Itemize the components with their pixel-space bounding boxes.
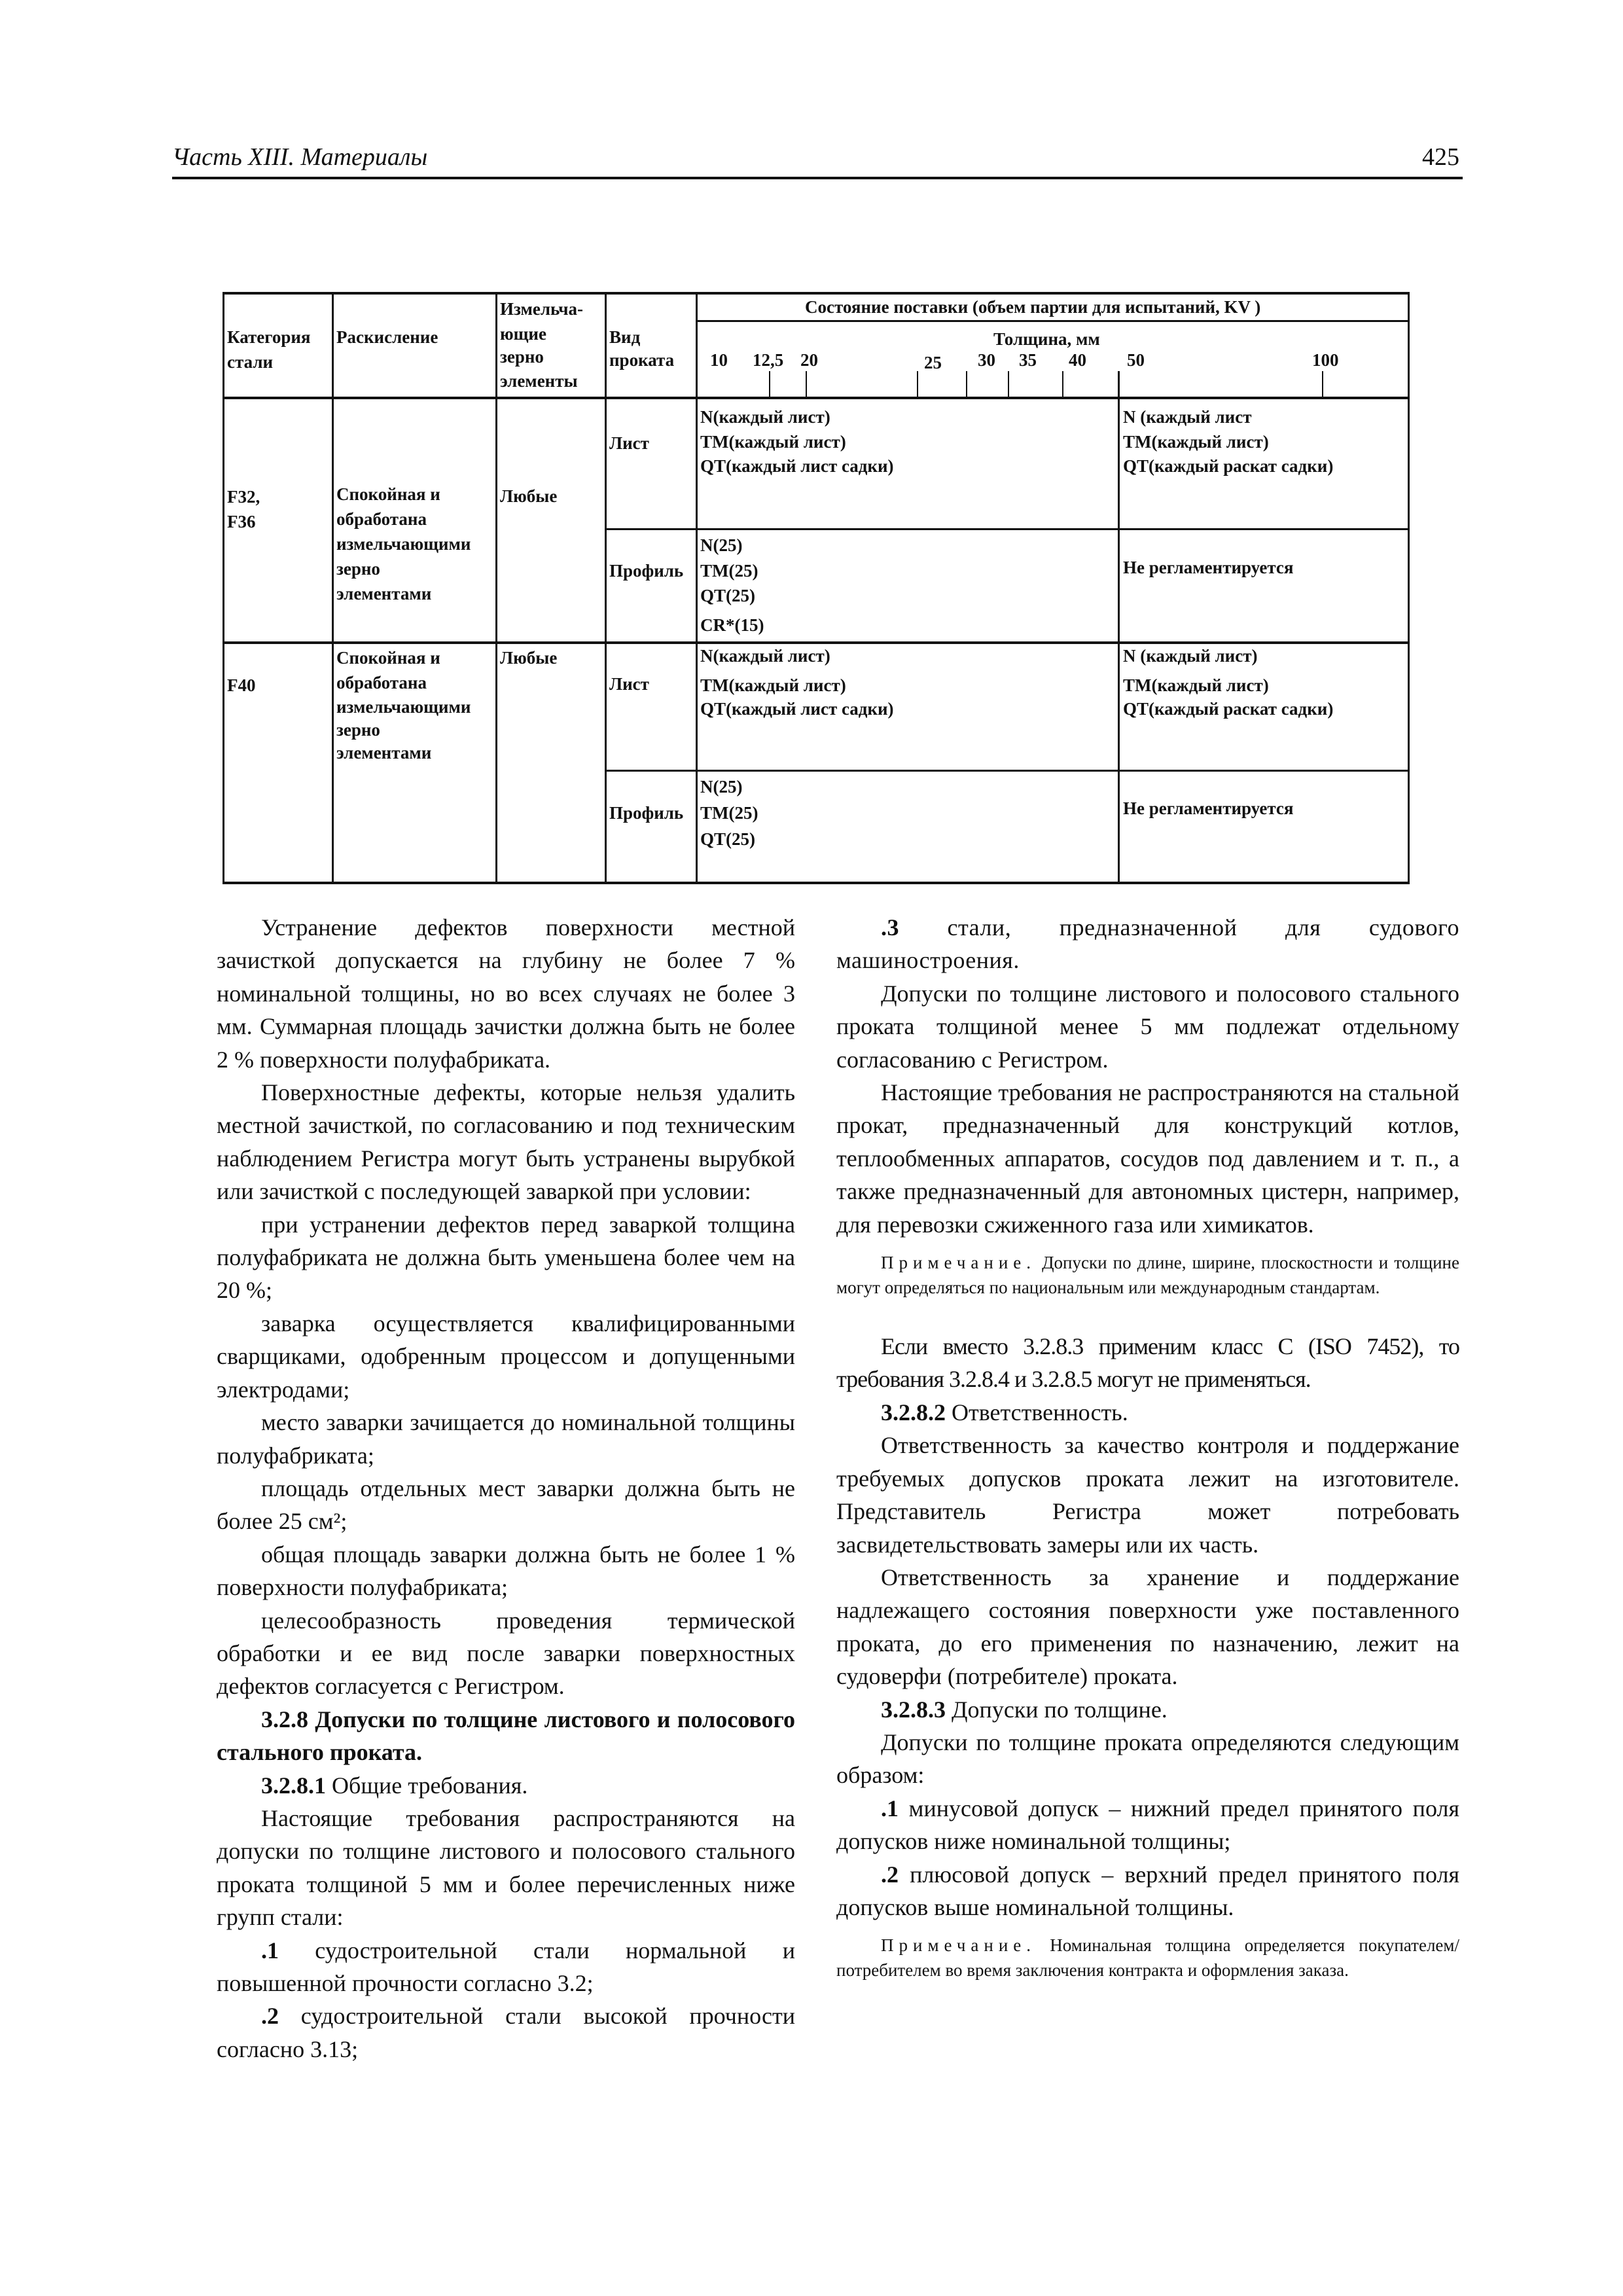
list-item: заварка осуществляется квалифицированными сварщиками, одобренным процессом и допущенными электродами; [217,1310,795,1403]
list-item: место заварки зачищается до номинальной толщины полуфабриката; [217,1409,795,1469]
cell-grain: Любые [500,486,558,506]
cell-sheet-right: QT(каждый раскат садки) [1123,699,1334,719]
scale-label: 50 [1127,350,1145,370]
table-col-line [495,292,497,884]
cell-profile-left: TM(25) [700,561,758,581]
scale-label: 100 [1312,350,1339,370]
cell-deoxidation: измельчающими [336,534,471,554]
header-grain: элементы [500,371,578,391]
table-border-right [1408,292,1410,884]
cell-deoxidation: Спокойная и [336,648,440,668]
list-item [836,1792,1459,1858]
cell-deoxidation: Спокойная и [336,484,440,504]
note-label: Примечание. [881,1935,1037,1956]
paragraph: Допуски по толщине проката определяются следующим образом: [836,1729,1459,1789]
scale-tick [1062,371,1063,397]
cell-product-profile: Профиль [609,803,684,823]
cell-profile-left: N(25) [700,535,743,555]
paragraph: Настоящие требования не распространяются на стальной прокат, предназначенный для конструкций котлов, теплообменных аппаратов, сосудов под давлением и т. п., а также предназначенный для автономных цистерн, например, для перевозки сжиженного газа или химикатов. [836,1079,1459,1238]
cell-grain: Любые [500,648,558,668]
cell-product-sheet: Лист [609,674,649,694]
scale-tick [917,371,918,397]
header-thickness: Толщина, мм [993,329,1100,349]
list-item [217,1934,795,2000]
paragraph: Поверхностные дефекты, которые нельзя удалить местной зачисткой, по согласованию и под техническим наблюдением Регистра могут быть устранены вырубкой или зачисткой с последующей заваркой при условии: [217,1079,795,1205]
cell-profile-left: QT(25) [700,586,755,605]
cell-sheet-left: TM(каждый лист) [700,675,846,695]
section-number: 3.2.8.1 [261,1772,326,1799]
cell-deoxidation: элементами [336,584,432,603]
list-text: стали, предназначенной для судового машиностроения. [836,914,1459,974]
cell-deoxidation: обработана [336,673,427,692]
cell-sheet-right: QT(каждый раскат садки) [1123,456,1334,476]
list-item: целесообразность проведения термической обработки и ее вид после заварки поверхностных дефектов согласуется с Регистром. [217,1607,795,1700]
section-number: 3.2.8.3 [881,1696,946,1723]
cell-deoxidation: обработана [336,509,427,529]
subsection-title: Допуски по толщине. [946,1696,1168,1723]
subsection-heading [836,1396,1459,1429]
scale-tick [806,371,807,397]
page-number: 425 [1422,143,1459,171]
header-grain: зерно [500,347,544,367]
cell-profile-right: Не регламентируется [1123,798,1294,818]
list-text: судостроительной стали высокой прочности согласно 3.13; [217,2003,795,2062]
cell-profile-right: Не регламентируется [1123,558,1294,577]
subsection-title: Ответственность. [946,1399,1128,1426]
cell-sheet-left: N(каждый лист) [700,407,830,427]
header-product: проката [609,350,675,370]
list-number: .2 [881,1861,899,1888]
cell-sheet-left: QT(каждый лист садки) [700,699,894,719]
scale-label: 10 [710,350,728,370]
scale-label: 30 [978,350,995,370]
header-rule [172,177,1463,179]
cell-sheet-left: QT(каждый лист садки) [700,456,894,476]
header-category: Категория [227,327,311,347]
scale-label: 20 [800,350,818,370]
note-text: Допуски по длине, ширине, плоскостности и толщине могут определяться по национальным или международным стандартам. [836,1253,1459,1298]
running-header-title: Часть XIII. Материалы [172,143,428,171]
cell-sheet-left: N(каждый лист) [700,646,830,666]
subsection-heading [217,1769,795,1802]
cell-sheet-right: N (каждый лист) [1123,646,1258,666]
cell-product-sheet: Лист [609,433,649,453]
table-col-line [1118,371,1120,884]
table-row-line [223,397,1410,399]
table-col-line [696,292,698,884]
cell-sheet-right: TM(каждый лист) [1123,675,1269,695]
scale-label: 35 [1019,350,1037,370]
list-item: общая площадь заварки должна быть не более 1 % поверхности полуфабриката; [217,1541,795,1601]
cell-profile-left: QT(25) [700,829,755,849]
table-border-top [223,292,1410,295]
cell-product-profile: Профиль [609,561,684,581]
section-heading [217,1703,795,1769]
table-border-bottom [223,882,1410,884]
scale-label: 25 [924,353,942,372]
cell-sheet-right: N (каждый лист [1123,407,1252,427]
paragraph: Устранение дефектов поверхности местной зачисткой допускается на глубину не более 7 % номинальной толщины, но во всех случаях не более 3 мм. Суммарная площадь зачистки должна быть не более 2 % поверхности полуфабриката. [217,914,795,1073]
cell-category: F40 [227,675,256,695]
list-item [217,2000,795,2066]
scale-tick [966,371,967,397]
scale-tick [1008,371,1009,397]
note [836,1933,1459,1982]
list-item [836,1858,1459,1924]
header-deoxidation: Раскисление [336,327,438,347]
cell-profile-left: TM(25) [700,803,758,823]
cell-deoxidation: зерно [336,559,380,579]
list-text: минусовой допуск – нижний предел принятого поля допусков ниже номинальной толщины; [836,1795,1459,1855]
table-row-line [696,320,1410,322]
note-label: Примечание. [881,1253,1037,1273]
cell-deoxidation: зерно [336,720,380,740]
cell-profile-left: CR*(15) [700,615,764,635]
note-text: Номинальная толщина определяется покупателем/потребителем во время заключения контракта и оформления заказа. [836,1935,1459,1981]
paragraph: Настоящие требования распространяются на допуски по толщине листового и полосового стального проката толщиной 5 мм и более перечисленных ниже групп стали: [217,1804,795,1931]
table-row-line [605,770,1410,772]
header-delivery: Состояние поставки (объем партии для испытаний, KV ) [805,297,1261,317]
list-item: площадь отдельных мест заварки должна быть не более 25 см²; [217,1475,795,1535]
list-number: .1 [881,1795,899,1821]
list-text: плюсовой допуск – верхний предел принятого поля допусков выше номинальной толщины. [836,1861,1459,1920]
header-grain: Измельча- [500,299,583,319]
cell-deoxidation: элементами [336,743,432,762]
right-text-column [836,911,1459,2013]
subsection-title: Общие требования. [326,1772,528,1799]
cell-sheet-right: TM(каждый лист) [1123,432,1269,452]
scale-tick [1322,371,1323,397]
table-col-line [605,292,607,884]
list-number: .1 [261,1937,279,1964]
scale-label: 40 [1069,350,1086,370]
paragraph: Ответственность за хранение и поддержание надлежащего состояния поверхности уже поставленного проката, до его применения по назначению, лежит на судоверфи (потребителе) проката. [836,1564,1459,1690]
paragraph: Если вместо 3.2.8.3 применим класс С (ISO 7452), то требования 3.2.8.4 и 3.2.8.5 могут не применяться. [836,1333,1459,1393]
cell-sheet-left: TM(каждый лист) [700,432,846,452]
section-number: 3.2.8.2 [881,1399,946,1426]
scale-tick [769,371,770,397]
cell-category: F32, [227,487,260,507]
paragraph: Допуски по толщине листового и полосового стального проката толщиной менее 5 мм подлежат отдельному согласованию с Регистром. [836,980,1459,1073]
header-grain: ющие [500,324,546,344]
subsection-heading [836,1693,1459,1726]
cell-profile-left: N(25) [700,777,743,797]
table-col-line [332,292,334,884]
list-number: .2 [261,2003,279,2030]
header-product: Вид [609,327,641,347]
cell-category: F36 [227,512,256,531]
paragraph: Ответственность за качество контроля и поддержание требуемых допусков проката лежит на изготовителе. Представитель Регистра может потребовать засвидетельствовать замеры или их часть. [836,1432,1459,1558]
table-row-line [223,641,1410,644]
header-category: стали [227,352,274,372]
list-item: при устранении дефектов перед заваркой толщина полуфабриката не должна быть уменьшена более чем на 20 %; [217,1211,795,1304]
table-border-left [223,292,224,884]
note [836,1250,1459,1300]
scale-label: 12,5 [753,350,784,370]
section-heading-text: 3.2.8 Допуски по толщине листового и полосового стального проката. [217,1706,795,1766]
left-text-column [217,911,795,2066]
cell-deoxidation: измельчающими [336,697,471,717]
list-number: .3 [881,914,899,941]
list-text: судостроительной стали нормальной и повышенной прочности согласно 3.2; [217,1937,795,1996]
table-row-line [605,528,1410,530]
list-item [836,911,1459,977]
